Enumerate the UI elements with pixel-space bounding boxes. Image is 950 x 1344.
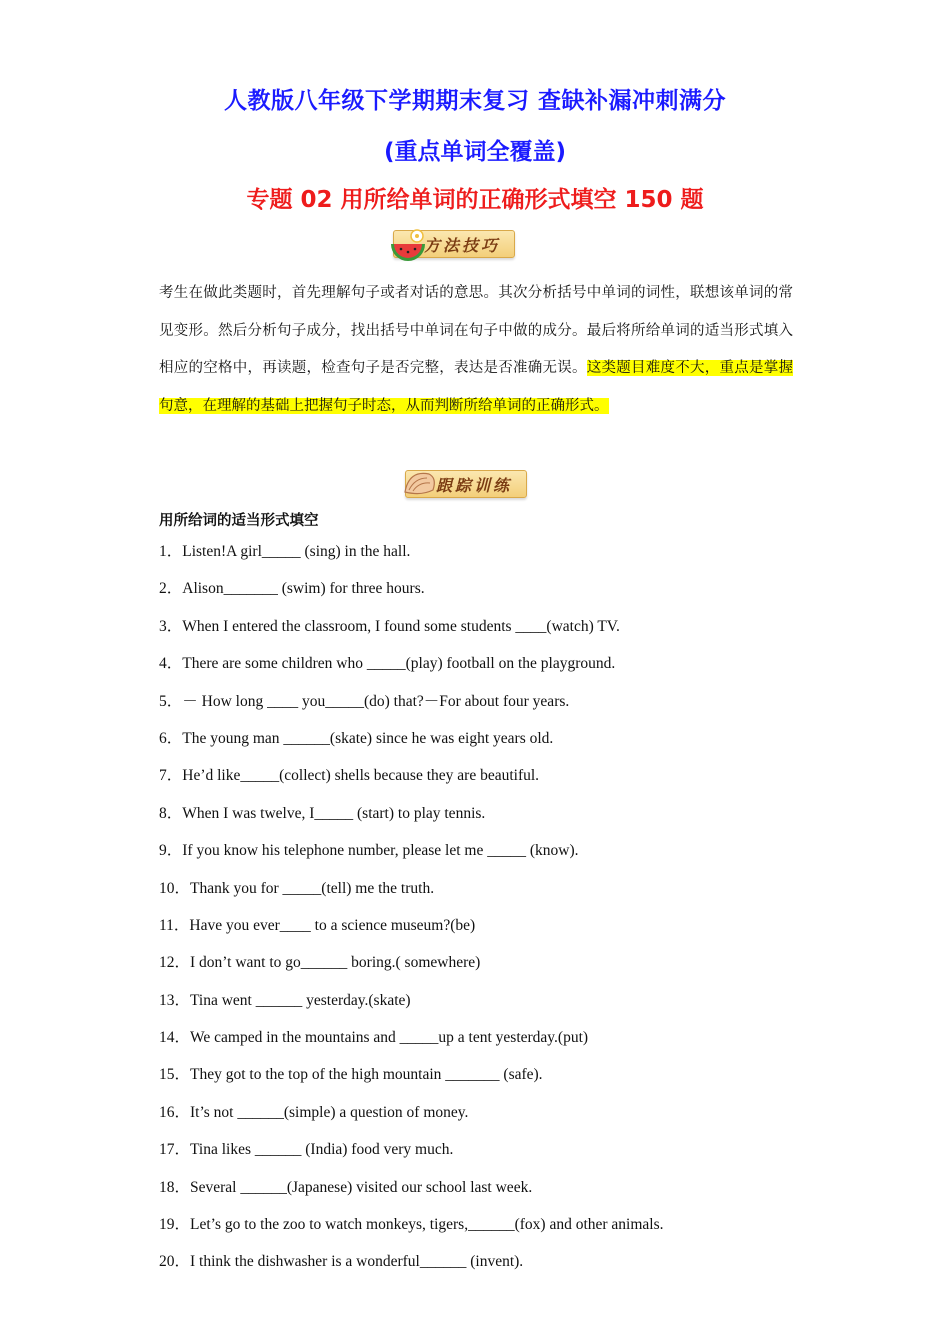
question-item: 8．When I was twelve, I_____ (start) to play tennis. bbox=[159, 804, 486, 822]
question-item: 1．Listen!A girl_____ (sing) in the hall. bbox=[159, 543, 411, 560]
question-item: 9．If you know his telephone number, please let me _____ (know). bbox=[159, 842, 579, 860]
question-item: 7．He’d like_____(collect) shells because they are beautiful. bbox=[159, 767, 540, 785]
shell-icon bbox=[399, 462, 441, 504]
question-item: 3．When I entered the classroom, I found some students ____(watch) TV. bbox=[159, 617, 620, 635]
intro-text: 考生在做此类题时，首先理解句子或者对话的意思。其次分析括号中单词的词性，联想该单词的常见变形。然后分析句子成分，找出括号中单词在句子中做的成分。最后将所给单词的适当形式填入相应的空格中，再读题，检查句子是否完整，表达是否准确无误。 bbox=[159, 285, 793, 376]
question-item: 11．Have you ever____ to a science museum?(be) bbox=[159, 916, 476, 934]
question-item: 16．It’s not ______(simple) a question of money. bbox=[159, 1103, 469, 1121]
track-banner-label: 跟踪训练 bbox=[405, 470, 527, 498]
method-banner-label: 方法技巧 bbox=[393, 230, 515, 258]
page-title: 人教版八年级下学期期末复习 查缺补漏冲刺满分 bbox=[223, 88, 726, 114]
watermelon-icon bbox=[387, 222, 429, 264]
question-item: 17．Tina likes ______ (India) food very much. bbox=[159, 1141, 454, 1159]
question-item: 4．There are some children who _____(play) football on the playground. bbox=[159, 655, 616, 673]
question-item: 15．They got to the top of the high mountain _______ (safe). bbox=[159, 1066, 543, 1084]
question-item: 19．Let’s go to the zoo to watch monkeys, tigers,______(fox) and other animals. bbox=[159, 1216, 664, 1234]
page-subtitle: (重点单词全覆盖) bbox=[383, 139, 567, 165]
question-list bbox=[159, 537, 799, 1285]
question-item: 14．We camped in the mountains and _____up a tent yesterday.(put) bbox=[159, 1029, 589, 1047]
section-title: 用所给词的适当形式填空 bbox=[159, 513, 319, 529]
method-banner bbox=[393, 224, 515, 264]
topic-title: 专题 02 用所给单词的正确形式填空 150 题 bbox=[246, 187, 704, 213]
question-item: 10．Thank you for _____(tell) me the truth. bbox=[159, 879, 435, 897]
question-item: 20．I think the dishwasher is a wonderful______ (invent). bbox=[159, 1253, 524, 1271]
question-item: 6．The young man ______(skate) since he was eight years old. bbox=[159, 729, 554, 747]
question-item: 2．Alison_______ (swim) for three hours. bbox=[159, 580, 425, 598]
question-item: 18．Several ______(Japanese) visited our school last week. bbox=[159, 1178, 533, 1196]
intro-paragraph bbox=[159, 275, 793, 425]
question-item: 13．Tina went ______ yesterday.(skate) bbox=[159, 991, 411, 1009]
question-item: 12．I don’t want to go______ boring.( somewhere) bbox=[159, 954, 481, 972]
intro-highlight: 这类题目难度不大，重点是掌握句意，在理解的基础上把握句子时态，从而判断所给单词的正确形式。 bbox=[159, 360, 793, 414]
track-banner bbox=[405, 464, 527, 504]
question-item: 5．－ How long ____ you_____(do) that?－For about four years. bbox=[159, 692, 570, 710]
